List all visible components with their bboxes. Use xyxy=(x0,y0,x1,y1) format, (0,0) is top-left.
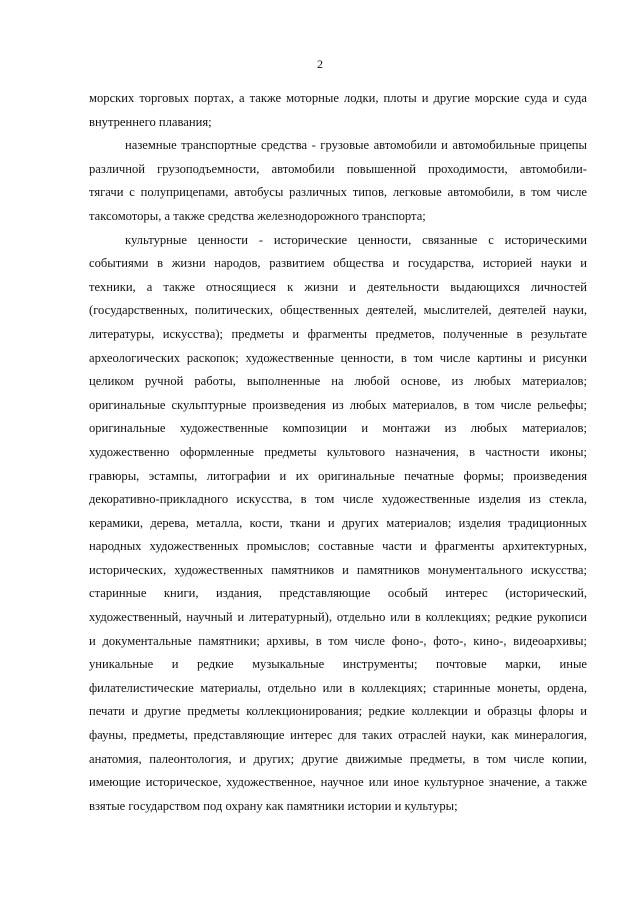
text-line: целиком ручной работы, выполненные на любой основе, из любых материалов; xyxy=(89,374,587,389)
text-line: народных художественных промыслов; составные части и фрагменты архитектурных, xyxy=(89,539,587,554)
text-line: оригинальные художественные композиции и монтажи из любых материалов; xyxy=(89,421,587,436)
text-line: анатомия, палеонтология, и других; другие движимые предметы, в том числе копии, xyxy=(89,751,587,766)
text-line: (государственных, политических, общественных деятелей, мыслителей, деятелей науки, xyxy=(89,303,587,318)
paragraph-first-line: наземные транспортные средства - грузовые автомобили и автомобильные прицепы xyxy=(125,138,587,153)
text-line: тягачи с полуприцепами, автобусы различных типов, легковые автомобили, в том числе xyxy=(89,185,587,200)
text-line: декоративно-прикладного искусства, в том числе художественные изделия из стекла, xyxy=(89,492,587,507)
text-line: художественно оформленные предметы культового назначения, в частности иконы; xyxy=(89,444,587,459)
text-line: и документальные памятники; архивы, в том числе фоно-, фото-, кино-, видеоархивы; xyxy=(89,633,587,648)
text-line: археологических раскопок; художественные ценности, в том числе картины и рисунки xyxy=(89,350,587,365)
text-line: морских торговых портах, а также моторные лодки, плоты и другие морские суда и суда xyxy=(89,91,587,105)
text-line: керамики, дерева, металла, кости, ткани и других материалов; изделия традиционных xyxy=(89,515,587,530)
body-text xyxy=(89,87,587,818)
text-line: событиями в жизни народов, развитием общества и государства, историей науки и xyxy=(89,256,587,271)
text-line: оригинальные скульптурные произведения из любых материалов, в том числе рельефы; xyxy=(89,397,587,412)
text-line: имеющие историческое, художественное, научное или иное культурное значение, а также xyxy=(89,775,587,790)
text-line: техники, а также относящиеся к жизни и деятельности выдающихся личностей xyxy=(89,279,587,294)
text-line: внутреннего плавания; xyxy=(89,114,212,129)
text-line: литературы, искусства); предметы и фрагменты предметов, полученные в результате xyxy=(89,326,587,341)
page-number: 2 xyxy=(317,57,323,71)
paragraph-first-line: культурные ценности - исторические ценности, связанные с историческими xyxy=(125,232,587,247)
text-line: фауны, предметы, представляющие интерес для таких отраслей науки, как минералогия, xyxy=(89,728,587,743)
text-line: взятые государством под охрану как памятники истории и культуры; xyxy=(89,798,458,813)
text-line: различной грузоподъемности, автомобили повышенной проходимости, автомобили- xyxy=(89,161,587,176)
text-line: художественный, научный и литературный), отдельно или в коллекциях; редкие рукописи xyxy=(89,610,587,625)
text-line: гравюры, эстампы, литографии и их оригинальные печатные формы; произведения xyxy=(89,468,587,483)
text-line: таксомоторы, а также средства железнодорожного транспорта; xyxy=(89,208,426,223)
text-line: филателистические материалы, отдельно или в коллекциях; старинные монеты, ордена, xyxy=(89,680,587,695)
text-line: печати и другие предметы коллекционирования; редкие коллекции и образцы флоры и xyxy=(89,704,587,719)
text-line: исторических, художественных памятников и памятников монументального искусства; xyxy=(89,562,587,577)
text-line: уникальные и редкие музыкальные инструменты; почтовые марки, иные xyxy=(89,657,587,672)
text-line: старинные книги, издания, представляющие особый интерес (исторический, xyxy=(89,586,587,601)
